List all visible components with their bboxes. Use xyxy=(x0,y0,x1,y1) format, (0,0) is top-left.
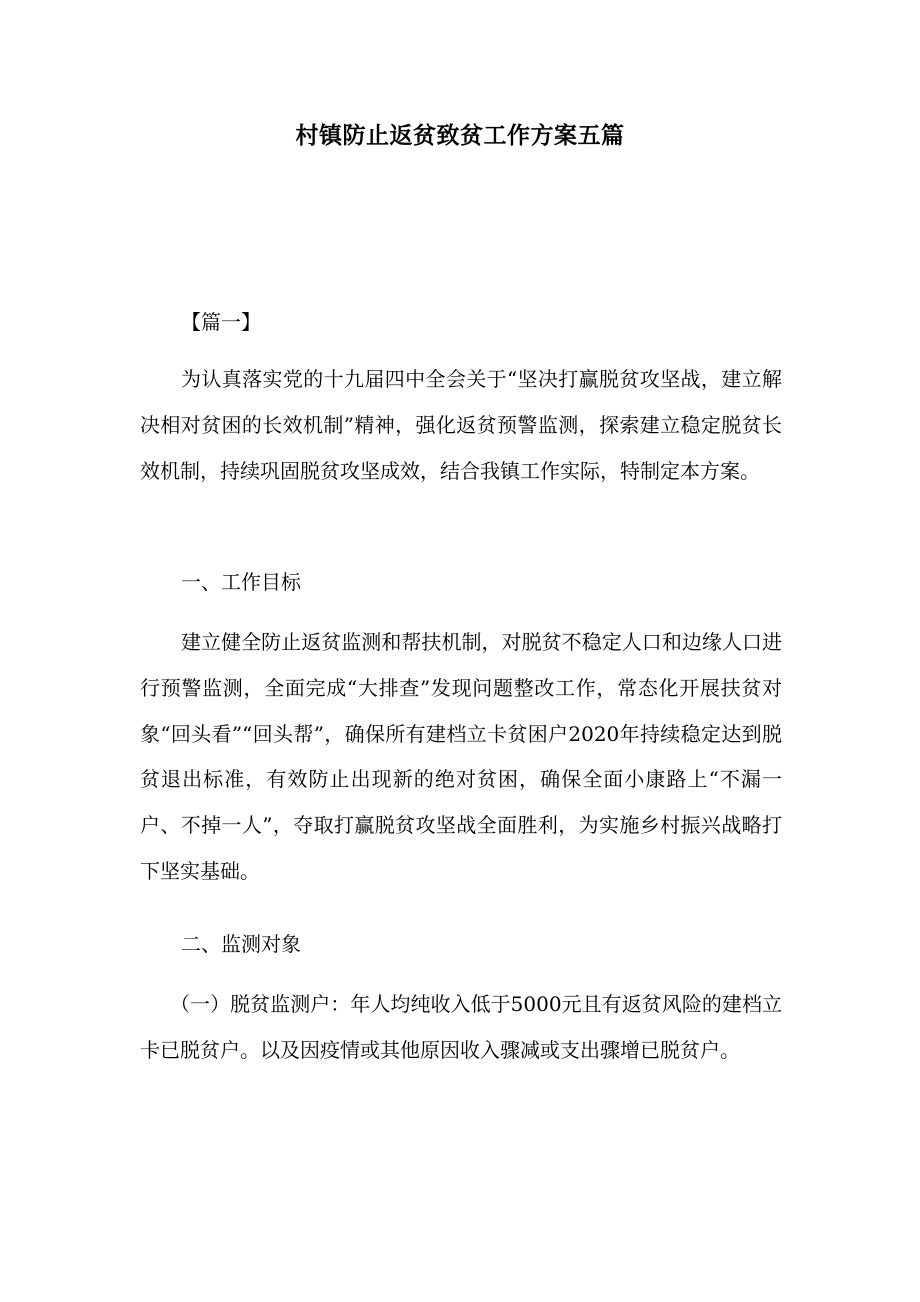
heading-work-goal: 一、工作目标 xyxy=(181,570,301,594)
document-title: 村镇防止返贫致贫工作方案五篇 xyxy=(295,122,625,149)
section-label: 【篇一】 xyxy=(181,310,261,334)
intro-paragraph: 为认真落实党的十九届四中全会关于“坚决打赢脱贫攻坚战，建立解决相对贫困的长效机制”精神，强化返贫预警监测，探索建立稳定脱贫长效机制，持续巩固脱贫攻坚成效，结合我镇工作实际，特制定本方案。 xyxy=(140,367,782,483)
goal-paragraph: 建立健全防止返贫监测和帮扶机制，对脱贫不稳定人口和边缘人口进行预警监测，全面完成“大排查”发现问题整改工作，常态化开展扶贫对象“回头看”“回头帮”，确保所有建档立卡贫困户2020年持续稳定达到脱贫退出标准，有效防止出现新的绝对贫困，确保全面小康路上“不漏一户、不掉一人”，夺取打赢脱贫攻坚战全面胜利，为实施乡村振兴战略打下坚实基础。 xyxy=(140,630,782,883)
monitor-paragraph: （一）脱贫监测户：年人均纯收入低于5000元且有返贫风险的建档立卡已脱贫户。以及因疫情或其他原因收入骤减或支出骤增已脱贫户。 xyxy=(140,992,782,1062)
heading-monitor-target: 二、监测对象 xyxy=(181,932,301,956)
